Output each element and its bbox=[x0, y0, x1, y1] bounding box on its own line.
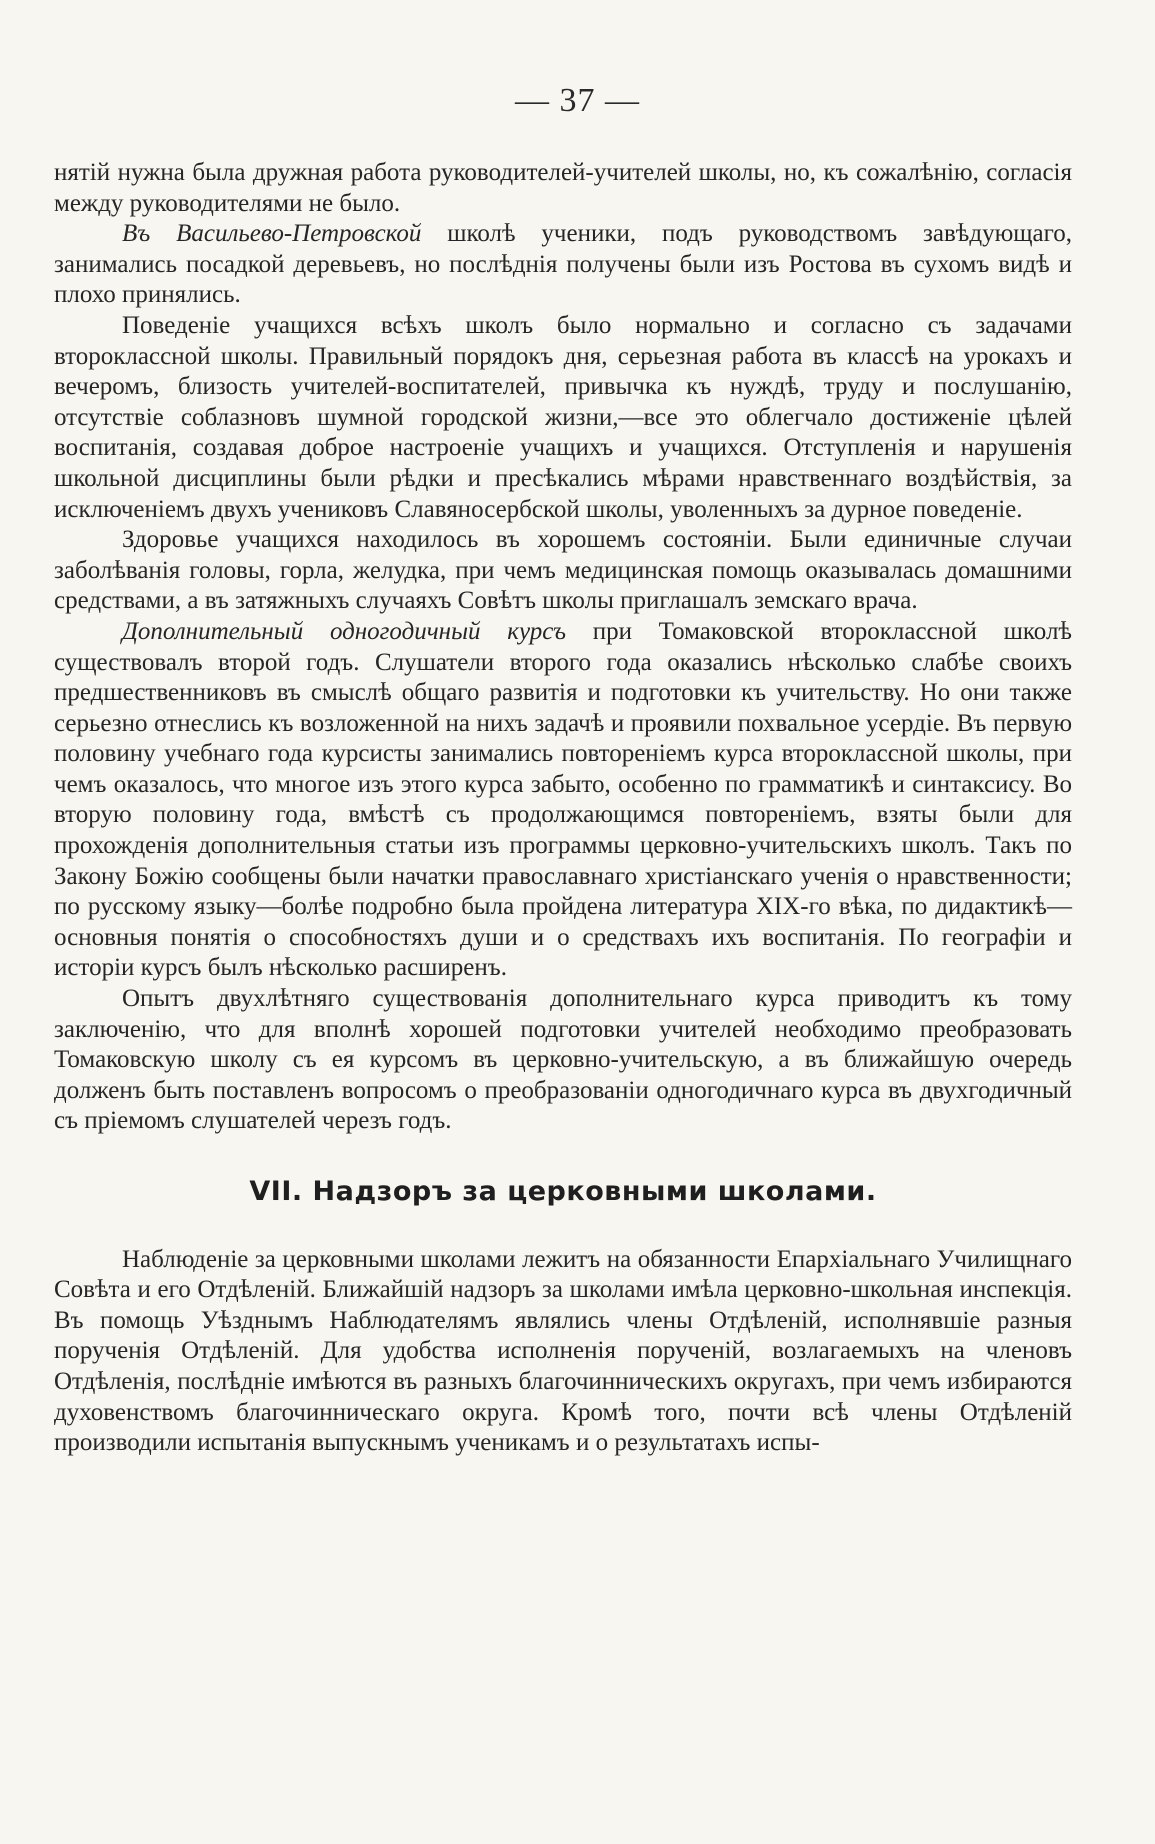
section-heading: VII. Надзоръ за церковными школами. bbox=[249, 1176, 877, 1207]
paragraph-vasilyevo bbox=[54, 219, 1072, 311]
paragraph-supervision: Наблюденіе за церковными школами лежитъ на обязанности Епархіальнаго Училищнаго Совѣта и его Отдѣленій. Ближайшій надзоръ за школами имѣла церковно-школьная инспекція. Въ помощь Уѣзднымъ Наблюдателямъ являлись члены Отдѣленій, исполнявшіе разныя порученія Отдѣленій. Для удобства исполненія порученій, возлагаемыхъ на членовъ Отдѣленія, послѣдніе имѣются въ разныхъ благочинническихъ округахъ, при чемъ избираются духовенствомъ благочинническаго округа. Кромѣ того, почти всѣ члены Отдѣленій производили испытанія выпускнымъ ученикамъ и о результатахъ испы- bbox=[54, 1245, 1072, 1457]
paragraph-additional-course-text: при Томаковской второклассной школѣ существовалъ второй годъ. Слушатели второго года оказались нѣсколько слабѣе своихъ предшественниковъ въ смыслѣ общаго развитія и подготовки къ учительству. Но они также серьезно отнеслись къ возложенной на нихъ задачѣ и проявили похвальное усердіе. Въ первую половину учебнаго года курсисты занимались повтореніемъ курса второклассной школы, при чемъ оказалось, что многое изъ этого курса забыто, особенно по грамматикѣ и синтаксису. Во вторую половину года, вмѣстѣ съ продолжающимся повтореніемъ, взяты были для прохожденія дополнительныя статьи изъ программы церковно-учительскихъ школъ. Такъ по Закону Божію сообщены были начатки православнаго христіанскаго ученія о нравственности; по русскому языку—болѣе подробно была пройдена литература XIX-го вѣка, по дидактикѣ—основныя понятія о способностяхъ души и о средствахъ ихъ воспитанія. По географіи и исторіи курсъ былъ нѣсколько расширенъ. bbox=[54, 617, 1072, 982]
paragraph-behavior: Поведеніе учащихся всѣхъ школъ было нормально и согласно съ задачами второклассной школы. Правильный порядокъ дня, серьезная работа въ классѣ на урокахъ и вечеромъ, близость учителей-воспитателей, привычка къ нуждѣ, труду и послушанію, отсутствіе соблазновъ шумной городской жизни,—все это облегчало достиженіе цѣлей воспитанія, создавая доброе настроеніе учащихъ и учащихся. Отступленія и нарушенія школьной дисциплины были рѣдки и пресѣкались мѣрами нравственнаго воздѣйствія, за исключеніемъ двухъ учениковъ Славяносербской школы, уволенныхъ за дурное поведеніе. bbox=[54, 311, 1072, 523]
paragraph-health: Здоровье учащихся находилось въ хорошемъ состояніи. Были единичные случаи заболѣванія головы, горла, желудка, при чемъ медицинская помощь оказывалась домашними средствами, а въ затяжныхъ случаяхъ Совѣтъ школы приглашалъ земскаго врача. bbox=[54, 526, 1072, 615]
paragraph-vasilyevo-text: школѣ ученики, подъ руководствомъ завѣдующаго, занимались посадкой деревьевъ, но послѣднія получены были изъ Ростова въ сухомъ видѣ и плохо принялись. bbox=[54, 220, 1073, 309]
course-name-italic: Дополнительный одногодичный курсъ bbox=[122, 617, 566, 645]
school-name-italic: Въ Васильево-Петровской bbox=[122, 220, 422, 248]
page-number: — 37 — bbox=[515, 82, 640, 119]
body-text bbox=[54, 158, 1072, 1459]
paragraph-additional-course bbox=[54, 617, 1072, 984]
paragraph-continuation: нятій нужна была дружная работа руководителей-учителей школы, но, къ сожалѣнію, согласія между руководителями не было. bbox=[54, 159, 1072, 217]
paragraph-experience: Опытъ двухлѣтняго существованія дополнительнаго курса приводитъ къ тому заключенію, что для вполнѣ хорошей подготовки учителей необходимо преобразовать Томаковскую школу съ ея курсомъ въ церковно-учительскую, а въ ближайшую очередь долженъ быть поставленъ вопросомъ о преобразованіи одногодичнаго курса въ двухгодичный съ пріемомъ слушателей черезъ годъ. bbox=[54, 985, 1072, 1135]
